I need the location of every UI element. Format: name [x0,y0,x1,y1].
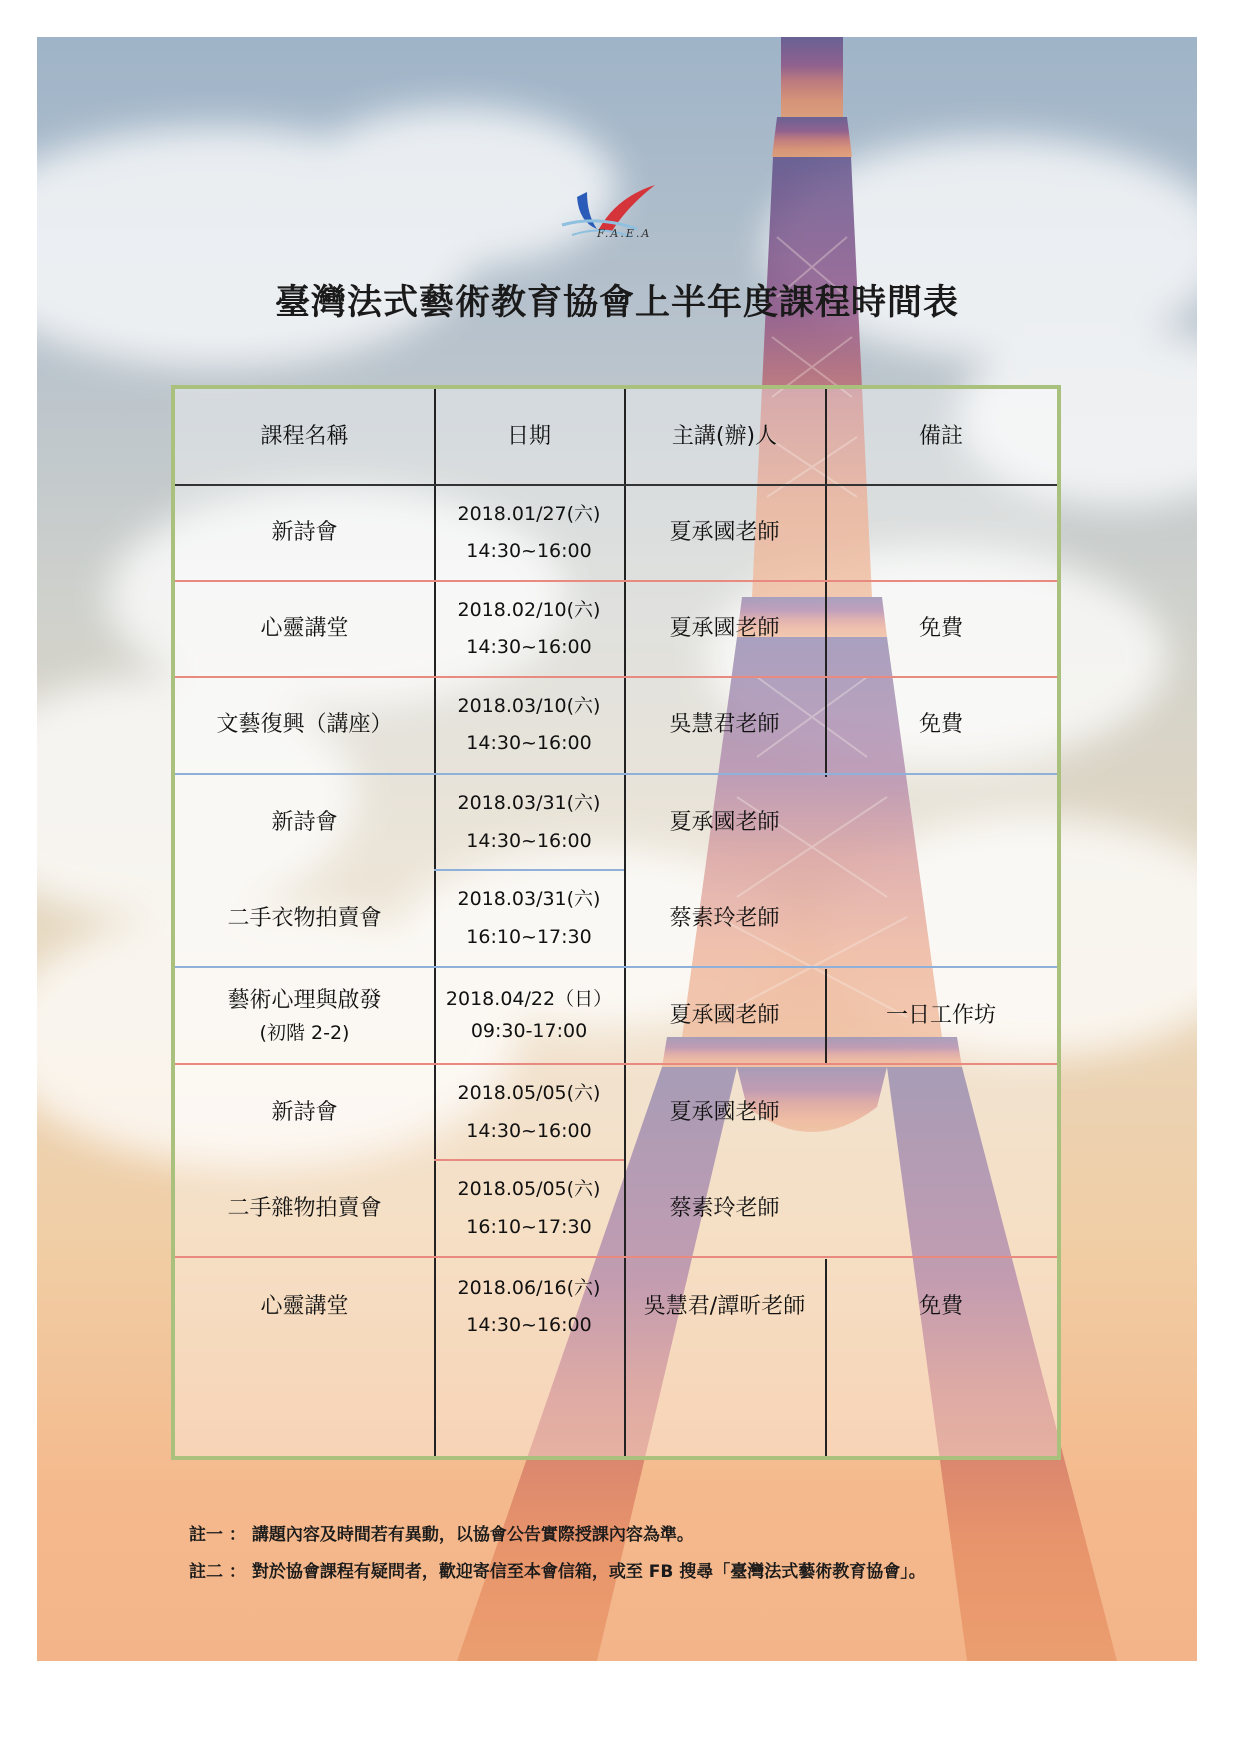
row-time: 16:10~17:30 [466,1215,592,1238]
table-row-course: 心靈講堂 [260,616,349,642]
table-row-speaker: 夏承國老師 [669,520,780,546]
table-row-datetime [434,968,624,1063]
table-row-datetime [434,581,624,677]
table-row-course: 心靈講堂 [260,1294,349,1320]
table-row-datetime [434,1065,624,1160]
header-note: 備註 [918,423,963,449]
table-row-datetime [434,677,624,773]
table-row-note [825,485,1057,581]
poster-background [37,37,1197,1661]
row-date: 2018.01/27(六) [457,502,601,525]
table-row-course [175,968,434,1063]
table-row-speaker: 吳慧君老師 [669,712,780,738]
row-date: 2018.02/10(六) [457,598,601,621]
row-course-title: 藝術心理與啟發 [227,987,382,1013]
faea-logo [557,167,677,277]
table-row-speaker: 夏承國老師 [669,1002,780,1028]
header-speaker: 主講(辦)人 [671,423,778,449]
table-row-speaker: 吳慧君/譚昕老師 [643,1294,806,1320]
table-row-course: 二手雜物拍賣會 [227,1195,382,1221]
table-row-note: 免費 [918,1294,963,1320]
table-row-datetime [434,871,624,966]
table-row-course: 文藝復興（講座） [216,712,393,738]
table-row-datetime [434,775,624,870]
table-row-datetime [434,1258,624,1356]
table-row-course: 新詩會 [271,1099,338,1125]
row-time: 14:30~16:00 [466,732,592,754]
table-row-datetime [434,485,624,581]
table-row-speaker: 蔡素玲老師 [669,905,780,931]
row-date: 2018.03/31(六) [457,888,601,911]
row-date: 2018.05/05(六) [457,1178,601,1201]
row-date: 2018.04/22（日） [445,988,613,1011]
table-row-note: 免費 [918,712,963,738]
row-date: 2018.05/05(六) [457,1082,601,1105]
table-row-speaker: 夏承國老師 [669,809,780,835]
row-date: 2018.06/16(六) [457,1276,601,1299]
table-row-course: 二手衣物拍賣會 [227,905,382,931]
table-row-course: 新詩會 [271,809,338,835]
logo-caption: F.A.E.A [597,227,652,240]
table-row-note: 一日工作坊 [885,1002,996,1028]
table-row-speaker: 夏承國老師 [669,616,780,642]
row-time: 09:30-17:00 [470,1019,588,1042]
table-row-datetime [434,1161,624,1256]
footnote-1: 註一 ： 講題內容及時間若有異動，以協會公告實際授課內容為準。 [189,1525,694,1545]
header-course-name: 課程名稱 [260,423,349,449]
row-time: 14:30~16:00 [466,1314,592,1336]
row-time: 14:30~16:00 [466,636,592,658]
header-date: 日期 [506,423,551,449]
row-time: 14:30~16:00 [466,1119,592,1142]
row-time: 14:30~16:00 [466,540,592,562]
row-time: 16:10~17:30 [466,925,592,948]
row-date: 2018.03/10(六) [457,694,601,717]
table-row-note: 免費 [918,616,963,642]
table-row-speaker: 蔡素玲老師 [669,1195,780,1221]
schedule-table [171,385,1061,1460]
page-title: 臺灣法式藝術教育協會上半年度課程時間表 [274,283,959,323]
table-row-course: 新詩會 [271,520,338,546]
row-course-subtitle: (初階 2-2) [259,1021,350,1044]
table-row-speaker: 夏承國老師 [669,1099,780,1125]
footnote-2: 註二 ： 對於協會課程有疑問者，歡迎寄信至本會信箱，或至 FB 搜尋「臺灣法式藝術教育協會」。 [189,1562,926,1583]
footnotes [189,1517,926,1592]
row-time: 14:30~16:00 [466,829,592,852]
row-date: 2018.03/31(六) [457,792,601,815]
